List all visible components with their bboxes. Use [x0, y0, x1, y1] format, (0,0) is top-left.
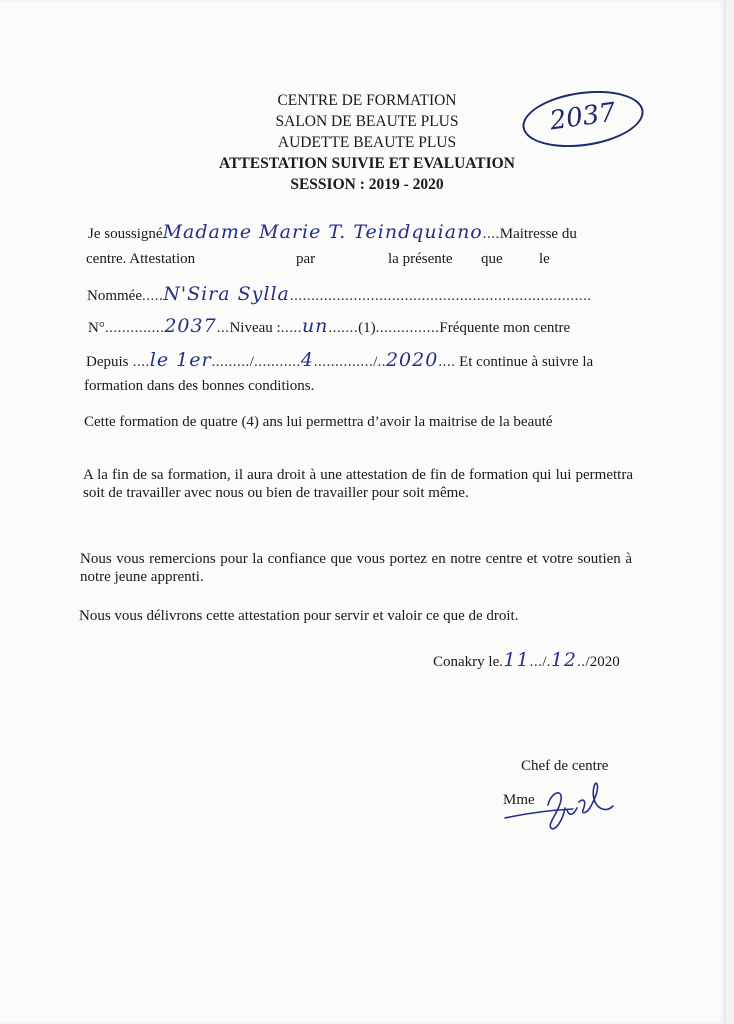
paragraph-thanks: Nous vous remercions pour la confiance que vous portez en notre centre et votre soutien à notre jeune apprenti.	[80, 551, 632, 585]
paragraph-end-of-training: A la fin de sa formation, il aura droit à une attestation de fin de formation qui lui permettra soit de travailler avec nous ou bien de travailler pour soit même.	[83, 467, 633, 501]
document-title: ATTESTATION SUIVIE ET EVALUATION	[219, 155, 515, 172]
number-level-line: N°..............2037...Niveau :.....un.......(1)...............Fréquente mon centre	[88, 315, 571, 337]
intro-prefix: Je soussigné	[88, 226, 163, 242]
word-le: le	[539, 251, 550, 267]
continues-line-2: formation dans des bonnes conditions.	[84, 378, 315, 394]
continues-text: Et continue à suivre la	[459, 354, 594, 370]
start-day: le 1er	[149, 349, 212, 371]
date-prefix: Conakry le	[433, 654, 500, 670]
level-paren: (1)	[358, 320, 376, 336]
word-la-presente: la présente	[388, 251, 453, 267]
date-day: 11	[503, 649, 530, 671]
intro-line: Je soussignéMadame Marie T. Teindquiano....Maitresse du	[88, 221, 577, 243]
session-line: SESSION : 2019 - 2020	[290, 176, 444, 193]
signature-prefix: Mme	[503, 792, 535, 808]
start-year: 2020	[385, 349, 439, 371]
header-line-2: SALON DE BEAUTE PLUS	[275, 113, 459, 130]
paragraph-delivery: Nous vous délivrons cette attestation pour servir et valoir ce que de droit.	[79, 608, 519, 624]
level-value: un	[301, 315, 329, 337]
stamp-number: 2037	[547, 97, 618, 137]
start-month: 4	[300, 349, 314, 371]
handwritten-signature	[503, 780, 615, 836]
level-label: Niveau :	[229, 320, 281, 336]
date-line: Conakry le.11.../.12../2020	[433, 649, 620, 671]
paragraph-duration: Cette formation de quatre (4) ans lui permettra d’avoir la maitrise de la beauté	[84, 414, 553, 430]
attestation-line	[86, 249, 556, 269]
named-line: Nommée.....N'Sira Sylla.......................................................................	[87, 283, 592, 305]
signature-title: Chef de centre	[521, 758, 609, 774]
since-label: Depuis	[86, 354, 129, 370]
named-label: Nommée	[87, 288, 142, 304]
attestation-word: centre. Attestation	[86, 251, 196, 267]
word-que: que	[481, 251, 503, 267]
frequents-text: Fréquente mon centre	[439, 320, 571, 336]
student-name: N'Sira Sylla	[163, 283, 290, 305]
date-month: 12	[550, 649, 578, 671]
signer-name: Madame Marie T. Teindquiano	[162, 221, 483, 243]
date-year: 2020	[589, 654, 620, 670]
header-line-1: CENTRE DE FORMATION	[277, 92, 457, 109]
student-number: 2037	[164, 315, 217, 337]
word-par: par	[296, 251, 316, 267]
number-label: N°	[88, 320, 105, 336]
since-line: Depuis ....le 1er........./...........4............../..2020.... Et continue à suivre la	[86, 349, 594, 371]
header-line-3: AUDETTE BEAUTE PLUS	[277, 134, 457, 151]
intro-suffix: Maitresse du	[499, 226, 577, 242]
